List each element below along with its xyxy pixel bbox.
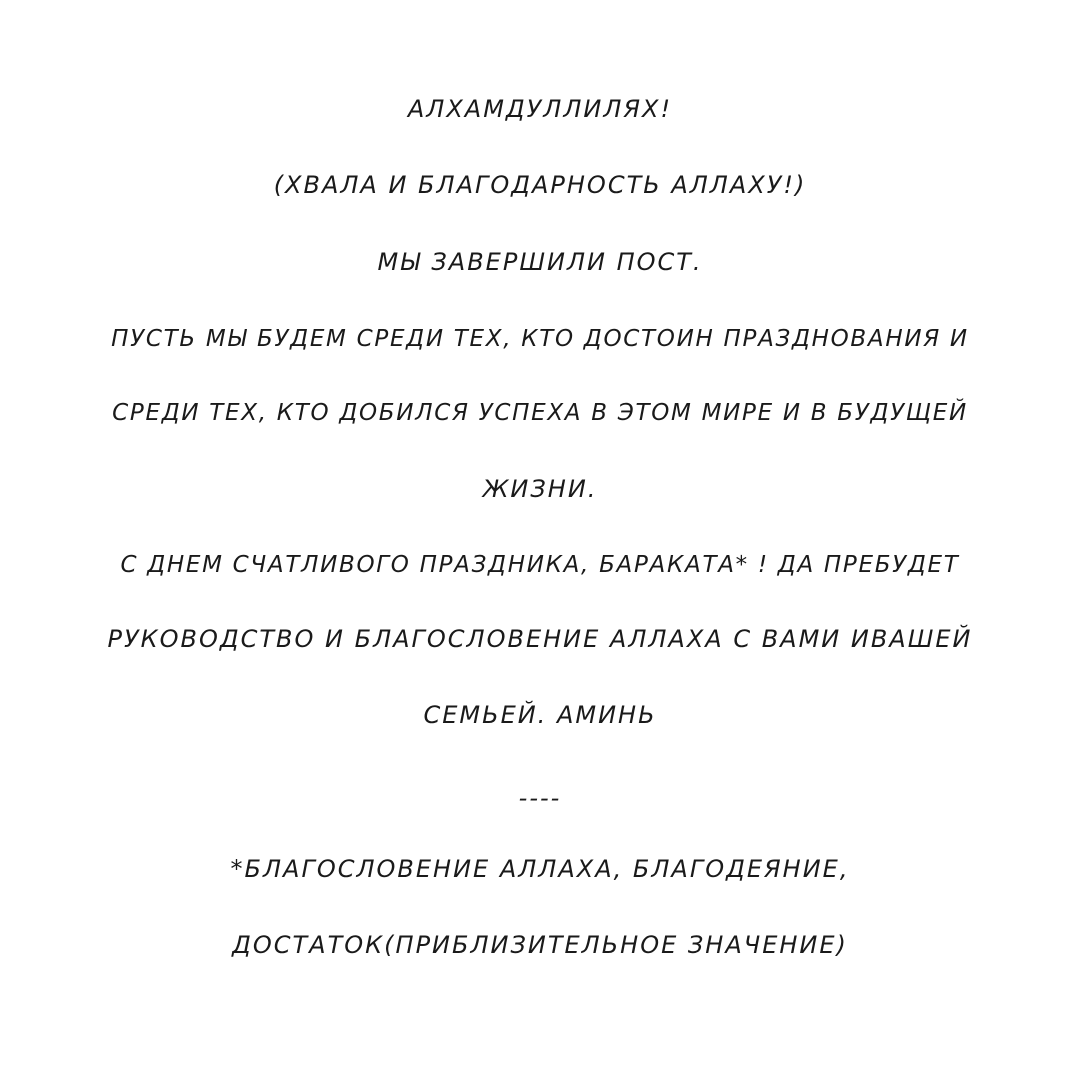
- fast-completed-line: МЫ ЗАВЕРШИЛИ ПОСТ.: [377, 248, 703, 276]
- footnote-line-1: *БЛАГОСЛОВЕНИЕ АЛЛАХА, БЛАГОДЕЯНИЕ,: [230, 855, 850, 883]
- greeting-line-1: С ДНЕМ СЧАТЛИВОГО ПРАЗДНИКА, БАРАКАТА* ! ДА ПРЕБУДЕТ: [120, 552, 960, 578]
- wish-line-3: ЖИЗНИ.: [482, 475, 598, 503]
- heading-translation: (ХВАЛА И БЛАГОДАРНОСТЬ АЛЛАХУ!): [273, 171, 807, 199]
- separator: ----: [518, 784, 562, 812]
- footnote-line-2: ДОСТАТОК(ПРИБЛИЗИТЕЛЬНОЕ ЗНАЧЕНИЕ): [232, 931, 848, 959]
- greeting-line-2: РУКОВОДСТВО И БЛАГОСЛОВЕНИЕ АЛЛАХА С ВАМИ ИВАШЕЙ: [107, 625, 973, 653]
- wish-line-1: ПУСТЬ МЫ БУДЕМ СРЕДИ ТЕХ, КТО ДОСТОИН ПРАЗДНОВАНИЯ И: [111, 326, 969, 352]
- heading-exclamation: АЛХАМДУЛЛИЛЯХ!: [407, 95, 673, 123]
- greeting-line-3: СЕМЬЕЙ. АМИНЬ: [423, 701, 657, 729]
- wish-line-2: СРЕДИ ТЕХ, КТО ДОБИЛСЯ УСПЕХА В ЭТОМ МИРЕ И В БУДУЩЕЙ: [112, 400, 968, 426]
